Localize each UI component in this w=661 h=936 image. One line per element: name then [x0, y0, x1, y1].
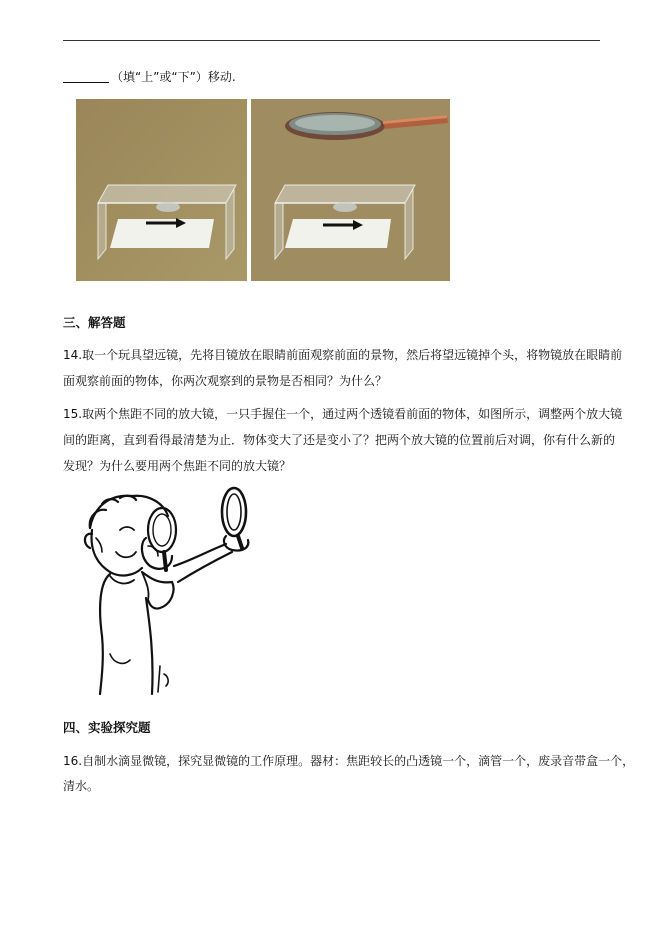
question-16-line-1: 16.自制水滴显微镜，探究显微镜的工作原理。器材：焦距较长的凸透镜一个，滴管一个，废录音带盒一个， [63, 754, 635, 768]
boy-with-magnifiers-illustration [80, 486, 260, 698]
question-14-line-1: 14.取一个玩具望远镜，先将目镜放在眼睛前面观察前面的景物，然后将望远镜掉个头，将物镜放在眼睛前 [63, 348, 623, 362]
fill-in-line [63, 69, 236, 85]
section-4-heading: 四、实验探究题 [63, 720, 151, 735]
question-14-line-2: 面观察前面的物体，你两次观察到的景物是否相同？为什么？ [63, 374, 388, 388]
question-16-line-2: 清水。 [63, 779, 100, 793]
header-rule [63, 40, 600, 41]
fill-in-suffix: （填“上”或“下”）移动. [111, 70, 236, 84]
answer-blank[interactable] [63, 70, 109, 83]
question-15-line-2: 间的距离，直到看得最清楚为止．物体变大了还是变小了？把两个放大镜的位置前后对调，你有什么新的 [63, 433, 616, 447]
question-15-line-3: 发现？为什么要用两个焦距不同的放大镜？ [63, 459, 292, 473]
section-3-heading: 三、解答题 [63, 315, 126, 330]
photo-arrow-with-magnifier [251, 99, 450, 281]
question-15-line-1: 15.取两个焦距不同的放大镜，一只手握住一个，通过两个透镜看前面的物体，如图所示，调整两个放大镜 [63, 407, 623, 421]
photo-arrow-under-glass [76, 99, 247, 281]
